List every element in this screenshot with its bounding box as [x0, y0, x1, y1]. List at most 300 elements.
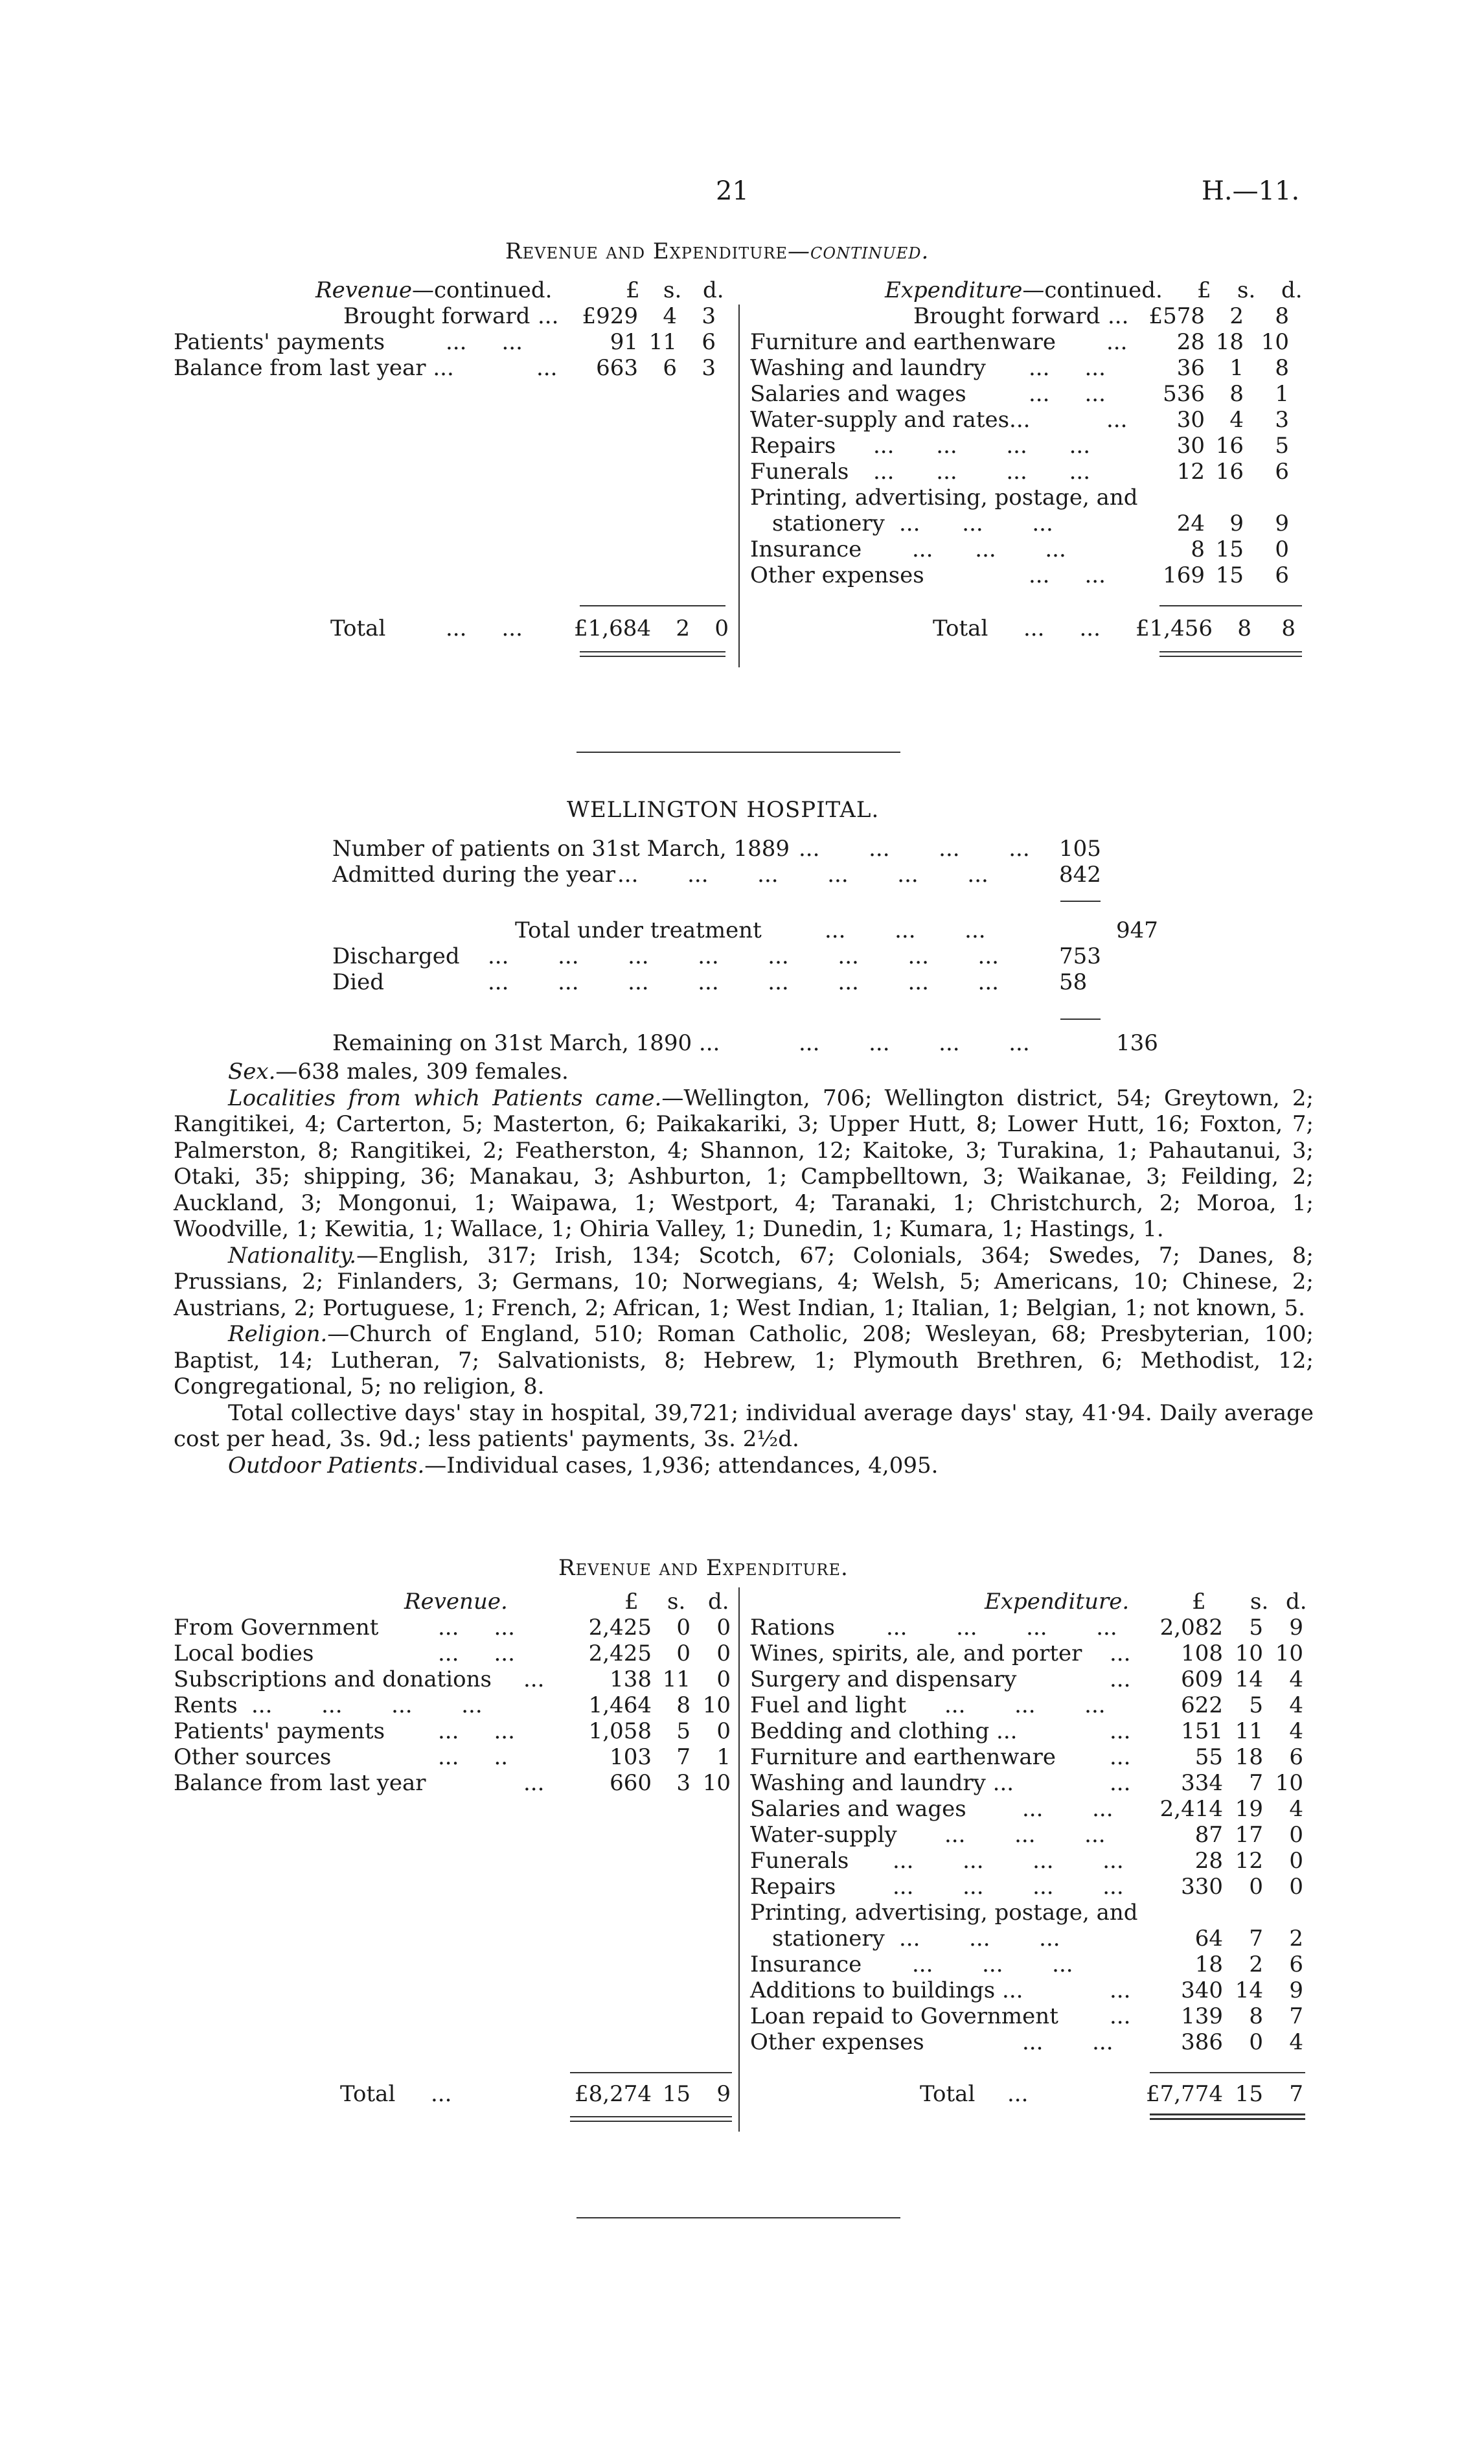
row-label: Funerals — [750, 1848, 849, 1874]
localities-text: —Wellington, 706; Wellington district, 54; Greytown, 2; Rangitikei, 4; Carterton, 5; Masterton, 6; Paikakariki, 3; Upper Hutt, 8; Lower Hutt, 16; Foxton, 7; Palmerston, 8; Rangitikei, 2; Featherston, 4; Shannon, 12; Kaitoke, 3; Turakina, 1; Pahautanui, 3; Otaki, 35; shipping, 36; Manakau, 3; Ashburton, 1; Campbelltown, 3; Waikanae, 3; Feilding, 2; Auckland, 3; Mongonui, 1; Waipawa, 1; Westport, 4; Taranaki, 1; Christchurch, 2; Moroa, 1; Woodville, 1; Kewitia, 1; Wallace, 1; Ohiria Valley, 1; Dunedin, 1; Kumara, 1; Hastings, 1. — [174, 1085, 1314, 1242]
revenue-total-row — [340, 2081, 737, 2107]
stat-label: Remaining on 31st March, 1890 ... — [332, 1030, 720, 1056]
amount-pence: 4 — [1289, 2029, 1303, 2055]
amount-shillings: 1 — [1229, 355, 1244, 381]
stat-row — [332, 943, 1174, 969]
revenue-row — [174, 1641, 737, 1666]
amount-pence: 6 — [702, 329, 716, 355]
amount-pounds: 2,082 — [1159, 1615, 1223, 1641]
religion-text: —Church of England, 510; Roman Catholic, 208; Wesleyan, 68; Presbyterian, 100; Baptist, 14; Lutheran, 7; Salvationists, 8; Hebrew, 1; Plymouth Brethren, 6; Methodist, 12; Congregational, 5; no religion, 8. — [174, 1321, 1314, 1399]
leader-dots: ... .. — [438, 1744, 508, 1770]
amount-pence: 4 — [1289, 1692, 1303, 1718]
subtotal-rule — [1060, 1019, 1101, 1020]
amount-pence: 10 — [702, 1692, 731, 1718]
amount-shillings: 3 — [676, 1770, 691, 1796]
brought-forward-label: Brought forward — [343, 303, 531, 329]
leader-dots: ... ... ... — [899, 1926, 1060, 1952]
amount-pounds: 108 — [1181, 1641, 1223, 1666]
row-label: Balance from last year ... — [174, 355, 454, 381]
outdoor-text: —Individual cases, 1,936; attendances, 4,095. — [424, 1452, 939, 1479]
row-label: Subscriptions and donations — [174, 1666, 492, 1692]
stat-value: 58 — [1059, 969, 1088, 995]
revenue-row — [174, 329, 725, 355]
expenditure-row — [750, 1848, 1307, 1874]
leader-dots: ... ... — [1029, 381, 1106, 407]
leader-dots: ... ... ... — [944, 1692, 1106, 1718]
amount-pounds: 36 — [1176, 355, 1205, 381]
leader-dots: ... ... ... ... ... ... — [617, 862, 988, 888]
leader-dots: ... ... ... ... — [893, 1874, 1124, 1900]
stat-value: 947 — [1116, 917, 1158, 943]
currency-header-pence: d. — [1286, 1589, 1307, 1615]
amount-pounds: 609 — [1181, 1666, 1223, 1692]
amount-pounds: 139 — [1181, 2003, 1223, 2029]
row-label: Water-supply and rates... — [750, 407, 1031, 433]
amount-shillings: 11 — [1235, 1718, 1263, 1744]
row-label: Additions to buildings ... — [750, 1977, 1023, 2003]
amount-shillings: 15 — [1215, 562, 1244, 588]
religion-label: Religion. — [228, 1321, 328, 1347]
nationality-label: Nationality. — [228, 1242, 357, 1269]
leader-dots: ... ... ... — [899, 511, 1053, 536]
row-label: stationery — [772, 511, 885, 536]
column-divider — [738, 1587, 740, 2132]
amount-pence: 0 — [1275, 536, 1289, 562]
amount-shillings: 11 — [662, 1666, 691, 1692]
revenue-row — [174, 1744, 737, 1770]
row-label: Washing and laundry — [750, 355, 986, 381]
row-label: Patients' payments — [174, 1718, 385, 1744]
leader-dots: ... — [1110, 1718, 1131, 1744]
amount-pounds: £929 — [582, 303, 638, 329]
leader-dots: ... — [523, 1666, 545, 1692]
amount-shillings: 0 — [1249, 1874, 1263, 1900]
stat-total-row — [332, 1030, 1174, 1056]
hospital-details — [174, 1059, 1314, 1479]
expenditure-row — [750, 1641, 1307, 1666]
amount-shillings: 16 — [1215, 433, 1244, 459]
revenue-heading — [315, 277, 552, 303]
row-label: Funerals — [750, 459, 849, 485]
revenue-row — [174, 1615, 737, 1641]
total-shillings: 8 — [1237, 616, 1251, 641]
amount-shillings: 0 — [676, 1615, 691, 1641]
row-label: Wines, spirits, ale, and porter — [750, 1641, 1082, 1666]
row-label: Bedding and clothing ... — [750, 1718, 1018, 1744]
row-label: Furniture and earthenware — [750, 329, 1056, 355]
leader-dots: ... ... — [446, 329, 523, 355]
leader-dots: ... — [1110, 1666, 1131, 1692]
leader-dots: ... ... — [438, 1718, 515, 1744]
amount-pence: 10 — [1275, 1641, 1303, 1666]
amount-shillings: 8 — [676, 1692, 691, 1718]
leader-dots: ... — [523, 1770, 545, 1796]
religion-paragraph — [174, 1321, 1314, 1400]
amount-pounds: 12 — [1176, 459, 1205, 485]
amount-shillings: 18 — [1215, 329, 1244, 355]
row-label: Rations — [750, 1615, 836, 1641]
amount-shillings: 7 — [1249, 1926, 1263, 1952]
section-title-suffix: —continued. — [788, 238, 930, 264]
amount-shillings: 16 — [1215, 459, 1244, 485]
leader-dots: ... ... ... ... ... ... ... ... — [488, 969, 999, 995]
amount-pence: 2 — [1289, 1926, 1303, 1952]
row-label: Other expenses — [750, 2029, 924, 2055]
leader-dots: ... ... ... — [912, 536, 1066, 562]
leader-dots: ... — [1110, 1770, 1131, 1796]
total-shillings: 2 — [676, 616, 690, 641]
amount-pounds: 622 — [1181, 1692, 1223, 1718]
currency-header-shillings: s. — [1250, 1589, 1269, 1615]
amount-pounds: 87 — [1194, 1822, 1223, 1848]
amount-pounds: 2,425 — [588, 1641, 652, 1666]
expenditure-row — [750, 1718, 1307, 1744]
currency-header-pounds: £ — [1197, 277, 1211, 303]
amount-shillings: 4 — [1229, 407, 1244, 433]
expenditure-row — [750, 2003, 1307, 2029]
amount-pence: 6 — [1289, 1744, 1303, 1770]
expenditure-row — [750, 2029, 1307, 2055]
amount-pence: 6 — [1289, 1952, 1303, 1977]
leader-dots: ... ... — [1022, 2029, 1113, 2055]
expenditure-row — [750, 562, 1302, 588]
double-rule — [1159, 651, 1302, 652]
total-pounds: £7,774 — [1146, 2081, 1223, 2107]
section-separator — [576, 2217, 900, 2218]
amount-pence: 3 — [702, 355, 716, 381]
sex-label: Sex. — [228, 1059, 276, 1085]
expenditure-row — [750, 329, 1302, 355]
amount-pence: 9 — [1289, 1615, 1303, 1641]
amount-pence: 7 — [1289, 2003, 1303, 2029]
amount-pounds: 330 — [1181, 1874, 1223, 1900]
leader-dots: ... — [1110, 1744, 1131, 1770]
revenue-row — [174, 355, 725, 381]
expenditure-heading: Expenditure. — [985, 1589, 1130, 1615]
amount-pence: 9 — [1275, 511, 1289, 536]
amount-pence: 1 — [1275, 381, 1289, 407]
stat-label: Number of patients on 31st March, 1889 — [332, 836, 790, 862]
subtotal-rule — [1060, 901, 1101, 902]
amount-shillings: 9 — [1229, 511, 1244, 536]
amount-pounds: 18 — [1194, 1952, 1223, 1977]
amount-pence: 3 — [702, 303, 716, 329]
leader-dots: ... — [536, 355, 558, 381]
leader-dots: ... ... — [1029, 355, 1106, 381]
leader-dots: ... — [1110, 1641, 1131, 1666]
total-shillings: 15 — [1235, 2081, 1263, 2107]
row-label: Insurance — [750, 536, 862, 562]
expenditure-row — [750, 355, 1302, 381]
amount-shillings: 2 — [1249, 1952, 1263, 1977]
leader-dots: ... — [1007, 2081, 1029, 2107]
currency-header-shillings: s. — [1237, 277, 1256, 303]
brought-forward-row — [913, 303, 1302, 329]
row-label: Washing and laundry ... — [750, 1770, 1014, 1796]
amount-shillings: 14 — [1235, 1666, 1263, 1692]
amount-pounds: 334 — [1181, 1770, 1223, 1796]
expenditure-heading — [885, 277, 1163, 303]
leader-dots: ... ... ... ... — [893, 1848, 1124, 1874]
leader-dots: ... — [1106, 407, 1128, 433]
double-rule — [570, 2116, 732, 2117]
total-rule — [570, 2072, 732, 2073]
amount-shillings: 12 — [1235, 1848, 1263, 1874]
amount-pence: 0 — [1289, 1848, 1303, 1874]
double-rule — [1150, 2113, 1305, 2115]
row-label: Surgery and dispensary — [750, 1666, 1017, 1692]
double-rule — [570, 2121, 732, 2122]
leader-dots: ... — [431, 2081, 452, 2107]
leader-dots: ... ... — [438, 1615, 515, 1641]
row-label: Water-supply — [750, 1822, 897, 1848]
expenditure-row — [750, 1615, 1307, 1641]
row-label: Furniture and earthenware — [750, 1744, 1056, 1770]
amount-shillings: 14 — [1235, 1977, 1263, 2003]
localities-paragraph — [174, 1085, 1314, 1243]
expenditure-total-row — [920, 2081, 1307, 2107]
sex-text: —638 males, 309 females. — [275, 1059, 569, 1085]
nationality-paragraph — [174, 1243, 1314, 1322]
expenditure-row — [750, 1744, 1307, 1770]
stat-value: 105 — [1059, 836, 1101, 862]
leader-dots: ... ... ... ... — [799, 1030, 1030, 1056]
amount-pounds: 340 — [1181, 1977, 1223, 2003]
expenditure-row — [750, 1796, 1307, 1822]
currency-header-pounds: £ — [624, 1589, 639, 1615]
amount-pounds: 1,464 — [588, 1692, 652, 1718]
stat-value: 136 — [1116, 1030, 1158, 1056]
revenue-row — [174, 1666, 737, 1692]
revenue-row — [174, 1692, 737, 1718]
amount-pence: 4 — [1289, 1666, 1303, 1692]
amount-pounds: 138 — [610, 1666, 652, 1692]
amount-pounds: 30 — [1176, 433, 1205, 459]
expenditure-row — [750, 1977, 1307, 2003]
expenditure-row — [750, 1770, 1307, 1796]
amount-pence: 6 — [1275, 459, 1289, 485]
total-pence: 0 — [714, 616, 729, 641]
amount-pounds: 2,414 — [1159, 1796, 1223, 1822]
stat-label: Admitted during the year — [332, 862, 616, 888]
leader-dots: ... ... ... ... — [873, 459, 1091, 485]
total-label: Total — [340, 2081, 396, 2107]
amount-pounds: 30 — [1176, 407, 1205, 433]
expenditure-row — [750, 536, 1302, 562]
leader-dots: ... ... ... ... — [873, 433, 1091, 459]
expenditure-total-row — [933, 616, 1302, 641]
amount-shillings: 8 — [1249, 2003, 1263, 2029]
amount-pounds: 24 — [1176, 511, 1205, 536]
row-label: From Government — [174, 1615, 379, 1641]
row-label: Fuel and light — [750, 1692, 907, 1718]
amount-pence: 3 — [1275, 407, 1289, 433]
row-label: Rents — [174, 1692, 238, 1718]
amount-shillings: 5 — [1249, 1692, 1263, 1718]
stat-label: Total under treatment — [515, 917, 762, 943]
amount-pence: 0 — [716, 1718, 731, 1744]
amount-shillings: 5 — [1249, 1615, 1263, 1641]
amount-pence: 0 — [716, 1615, 731, 1641]
amount-shillings: 7 — [1249, 1770, 1263, 1796]
leader-dots: ... ... — [1029, 562, 1106, 588]
revenue-row — [174, 1718, 737, 1744]
expenditure-row — [750, 1900, 1307, 1926]
amount-pounds: 386 — [1181, 2029, 1223, 2055]
stat-row — [332, 836, 1174, 862]
brought-forward-row — [343, 303, 725, 329]
amount-shillings: 7 — [676, 1744, 691, 1770]
total-label: Total — [933, 616, 988, 641]
section-title-text: Revenue and Expenditure — [505, 238, 788, 264]
amount-pounds: £578 — [1148, 303, 1205, 329]
row-label: Patients' payments — [174, 329, 385, 355]
amount-pence: 0 — [716, 1666, 731, 1692]
row-label: stationery — [772, 1926, 885, 1952]
row-label: Salaries and wages — [750, 1796, 966, 1822]
days-stay-paragraph: Total collective days' stay in hospital, 39,721; individual average days' stay, 41·94. Daily average cost per head, 3s. 9d.; less patients' payments, 3s. 2½d. — [174, 1399, 1314, 1452]
total-pence: 8 — [1281, 616, 1296, 641]
amount-pounds: 91 — [610, 329, 638, 355]
stat-label: Discharged — [332, 943, 460, 969]
row-label: Insurance — [750, 1952, 862, 1977]
amount-pounds: 55 — [1194, 1744, 1223, 1770]
outdoor-label: Outdoor Patients. — [228, 1452, 425, 1479]
leader-dots: ... ... ... — [944, 1822, 1106, 1848]
amount-pence: 0 — [1289, 1874, 1303, 1900]
leader-dots: ... ... — [1023, 616, 1101, 641]
amount-pounds: 151 — [1181, 1718, 1223, 1744]
currency-header-shillings: s. — [663, 277, 682, 303]
section-separator — [576, 752, 900, 753]
stat-value: 842 — [1059, 862, 1101, 888]
row-label: Printing, advertising, postage, and — [750, 485, 1138, 511]
amount-pounds: 169 — [1163, 562, 1205, 588]
nationality-text: —English, 317; Irish, 134; Scotch, 67; Colonials, 364; Swedes, 7; Danes, 8; Prussians, 2; Finlanders, 3; Germans, 10; Norwegians, 4; Welsh, 5; Americans, 10; Chinese, 2; Austrians, 2; Portuguese, 1; French, 2; African, 1; West Indian, 1; Italian, 1; Belgian, 1; not known, 5. — [174, 1242, 1314, 1321]
expenditure-row — [750, 381, 1302, 407]
expenditure-row — [750, 433, 1302, 459]
total-rule — [1159, 605, 1302, 606]
document-reference: H.—11. — [1202, 176, 1300, 206]
hospital-title: WELLINGTON HOSPITAL. — [567, 797, 880, 823]
total-label: Total — [920, 2081, 976, 2107]
amount-shillings: 4 — [663, 303, 677, 329]
double-rule — [580, 651, 725, 652]
expenditure-row — [750, 1692, 1307, 1718]
currency-header-pounds: £ — [626, 277, 640, 303]
amount-pounds: 28 — [1194, 1848, 1223, 1874]
amount-shillings: 19 — [1235, 1796, 1263, 1822]
currency-header-pence: d. — [708, 1589, 729, 1615]
amount-pence: 6 — [1275, 562, 1289, 588]
section-title-top — [505, 238, 929, 264]
amount-shillings: 2 — [1229, 303, 1244, 329]
revenue-heading-suffix: —continued. — [411, 277, 553, 303]
amount-shillings: 0 — [676, 1641, 691, 1666]
leader-dots: ... ... ... ... — [251, 1692, 483, 1718]
leader-dots: ... ... — [446, 616, 523, 641]
double-rule — [580, 656, 725, 657]
leader-dots: ... ... ... ... — [799, 836, 1030, 862]
amount-pence: 10 — [1275, 1770, 1303, 1796]
leader-dots: ... — [1110, 2003, 1131, 2029]
row-label: Loan repaid to Government — [750, 2003, 1058, 2029]
amount-shillings: 8 — [1229, 381, 1244, 407]
amount-shillings: 17 — [1235, 1822, 1263, 1848]
revenue-row — [174, 1770, 737, 1796]
total-pounds: £8,274 — [575, 2081, 652, 2107]
expenditure-row — [750, 407, 1302, 433]
amount-pence: 4 — [1289, 1796, 1303, 1822]
currency-header-pence: d. — [703, 277, 724, 303]
stat-label: Died — [332, 969, 385, 995]
expenditure-row — [750, 1926, 1307, 1952]
expenditure-heading-suffix: —continued. — [1022, 277, 1163, 303]
amount-shillings: 10 — [1235, 1641, 1263, 1666]
stat-row — [332, 969, 1174, 995]
total-pence: 7 — [1289, 2081, 1303, 2107]
leader-dots: ... ... — [438, 1641, 515, 1666]
leader-dots: ... ... ... — [825, 917, 986, 943]
row-label: Local bodies — [174, 1641, 314, 1666]
total-pounds: £1,456 — [1136, 616, 1213, 641]
double-rule — [1159, 656, 1302, 657]
leader-dots: ... ... — [1022, 1796, 1113, 1822]
row-label: Printing, advertising, postage, and — [750, 1900, 1138, 1926]
expenditure-row — [750, 459, 1302, 485]
row-label: Repairs — [750, 433, 836, 459]
leader-dots: ... ... ... — [912, 1952, 1073, 1977]
amount-pence: 10 — [702, 1770, 731, 1796]
page-number: 21 — [716, 176, 749, 206]
row-label: Other sources — [174, 1744, 332, 1770]
amount-pence: 8 — [1275, 355, 1289, 381]
total-shillings: 15 — [662, 2081, 691, 2107]
amount-pounds: 663 — [596, 355, 638, 381]
total-label: Total — [330, 616, 386, 641]
row-label: Other expenses — [750, 562, 924, 588]
row-label: Balance from last year — [174, 1770, 426, 1796]
revenue-heading-label: Revenue — [315, 277, 412, 303]
expenditure-row — [750, 1952, 1307, 1977]
leader-dots: ... — [1110, 1977, 1131, 2003]
total-pounds: £1,684 — [574, 616, 651, 641]
outdoor-paragraph — [174, 1453, 1314, 1479]
localities-label: Localities from which Patients came. — [228, 1085, 662, 1111]
brought-forward-label: Brought forward — [913, 303, 1101, 329]
expenditure-row — [750, 1666, 1307, 1692]
leader-dots: ... ... ... ... ... ... ... ... — [488, 943, 999, 969]
total-pence: 9 — [716, 2081, 731, 2107]
amount-pounds: 64 — [1194, 1926, 1223, 1952]
amount-shillings: 6 — [663, 355, 677, 381]
stat-value: 753 — [1059, 943, 1101, 969]
amount-shillings: 5 — [676, 1718, 691, 1744]
amount-shillings: 11 — [648, 329, 677, 355]
total-rule — [580, 605, 725, 606]
expenditure-heading-label: Expenditure — [885, 277, 1023, 303]
amount-pence: 0 — [716, 1641, 731, 1666]
amount-pounds: 1,058 — [588, 1718, 652, 1744]
amount-pence: 1 — [716, 1744, 731, 1770]
amount-shillings: 15 — [1215, 536, 1244, 562]
currency-header-pence: d. — [1281, 277, 1303, 303]
currency-header-shillings: s. — [667, 1589, 686, 1615]
amount-shillings: 18 — [1235, 1744, 1263, 1770]
stat-row — [332, 862, 1174, 888]
amount-pounds: 660 — [610, 1770, 652, 1796]
expenditure-row — [750, 1822, 1307, 1848]
